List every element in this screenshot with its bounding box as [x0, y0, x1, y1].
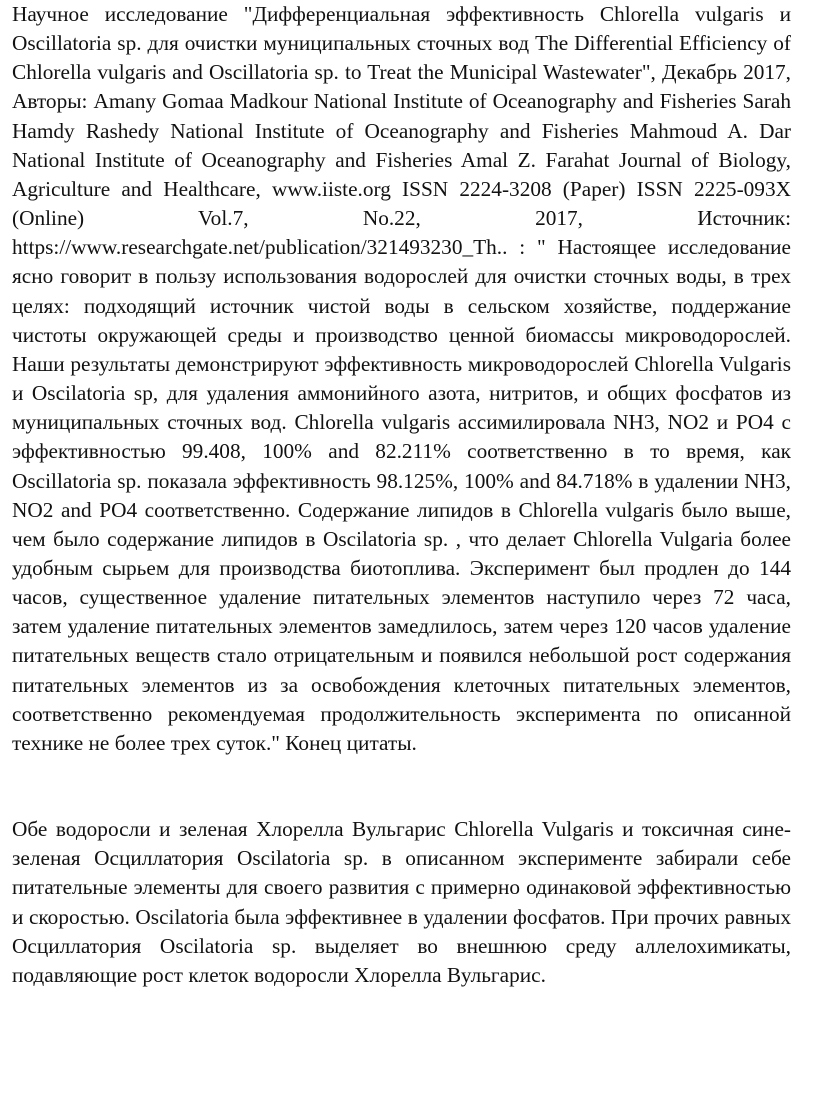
document-page — [12, 0, 791, 990]
commentary-paragraph: Обе водоросли и зеленая Хлорелла Вульгарис Chlorella Vulgaris и токсичная сине-зеленая Осциллатория Oscilatoria sp. в описанном эксперименте забирали себе питательные элементы для своего развития с примерно одинаковой эффективностью и скоростью. Oscilatoria была эффективнее в удалении фосфатов. При прочих равных Осциллатория Oscilatoria sp. выделяет во внешнюю среду аллелохимикаты, подавляющие рост клеток водоросли Хлорелла Вульгарис. — [12, 817, 791, 987]
citation-paragraph: Научное исследование "Дифференциальная эффективность Chlorella vulgaris и Oscillatoria sp. для очистки муниципальных сточных вод The Differential Efficiency of Chlorella vulgaris and Oscillatoria sp. to Treat the Municipal Wastewater", Декабрь 2017, Авторы: Amany Gomaa Madkour National Institute of Oceanography and Fisheries Sarah Hamdy Rashedy National Institute of Oceanography and Fisheries Mahmoud A. Dar National Institute of Oceanography and Fisheries Amal Z. Farahat Journal of Biology, Agriculture and Healthcare, www.iiste.org ISSN 2224-3208 (Paper) ISSN 2225-093X (Online) Vol.7, No.22, 2017, Источник: https://www.researchgate.net/publication/321493230_Th.. : " Настоящее исследование ясно говорит в пользу использования водорослей для очистки сточных воды, в трех целях: подходящий источник чистой воды в сельском хозяйстве, поддержание чистоты окружающей среды и производство ценной биомассы микроводорослей. Наши результаты демонстрируют эффективность микроводорослей Chlorella Vulgaris и Oscilatoria sp, для удаления аммонийного азота, нитритов, и общих фосфатов из муниципальных сточных вод. Chlorella vulgaris ассимилировала NH3, NO2 и PO4 с эффективностью 99.408, 100% and 82.211% соответственно в то время, как Oscillatoria sp. показала эффективность 98.125%, 100% and 84.718% в удалении NH3, NO2 and PO4 соответственно. Содержание липидов в Chlorella vulgaris было выше, чем было содержание липидов в Oscilatoria sp. , что делает Chlorella Vulgaria более удобным сырьем для производства биотоплива. Эксперимент был продлен до 144 часов, существенное удаление питательных элементов наступило через 72 часа, затем удаление питательных элементов замедлилось, затем через 120 часов удаление питательных веществ стало отрицательным и появился небольшой рост содержания питательных элементов из за освобождения клеточных питательных элементов, соответственно рекомендуемая продолжительность эксперимента по описанной технике не более трех суток." Конец цитаты. — [12, 2, 791, 755]
